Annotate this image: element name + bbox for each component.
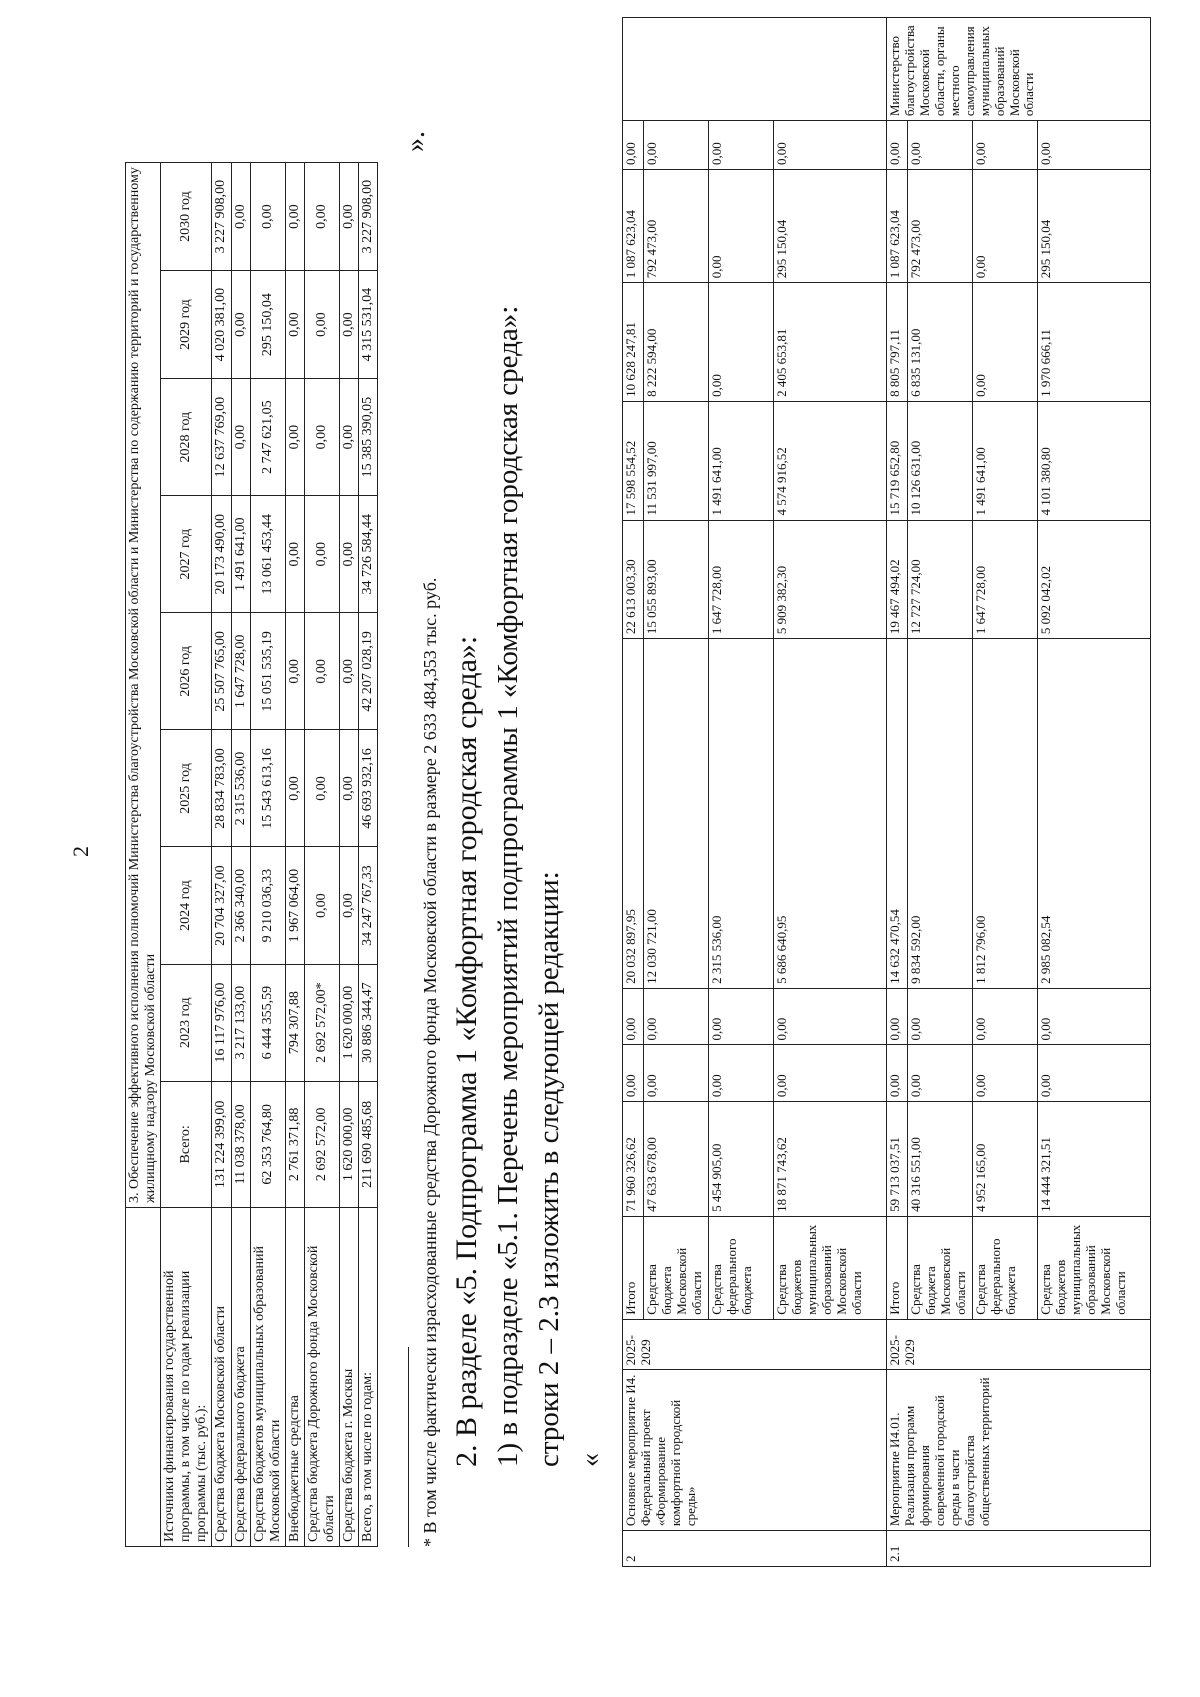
value-cell: 295 150,04 bbox=[1038, 170, 1151, 283]
value-cell: 295 150,04 bbox=[250, 271, 285, 379]
value-cell: 2 692 572,00* bbox=[304, 964, 339, 1081]
value-cell: 19 467 494,02 bbox=[887, 520, 908, 639]
value-cell: 0,00 bbox=[285, 379, 304, 496]
value-cell: 9 210 036,33 bbox=[250, 847, 285, 964]
funding-source: Средства федерального бюджета bbox=[973, 1216, 1038, 1319]
blank-cell bbox=[126, 1208, 161, 1547]
value-cell: 12 637 769,00 bbox=[212, 379, 231, 496]
value-cell: 14 444 321,51 bbox=[1038, 1102, 1151, 1217]
value-cell: 15 719 652,80 bbox=[887, 401, 908, 520]
closing-quote: ». bbox=[400, 131, 431, 152]
section-2-heading: 2. В разделе «5. Подпрограмма 1 «Комфортная городская среда»: bbox=[450, 635, 483, 1467]
value-cell: 0,00 bbox=[887, 1045, 908, 1102]
value-cell: 0,00 bbox=[304, 379, 339, 496]
value-cell: 0,00 bbox=[1038, 1045, 1151, 1102]
value-cell: 14 632 470,54 bbox=[887, 639, 908, 989]
value-cell: 0,00 bbox=[644, 988, 709, 1045]
value-cell: 34 726 584,44 bbox=[359, 496, 378, 613]
value-cell: 46 693 932,16 bbox=[359, 730, 378, 847]
value-cell: 0,00 bbox=[285, 496, 304, 613]
value-cell: 5 686 640,95 bbox=[774, 639, 887, 989]
value-cell: 0,00 bbox=[709, 283, 774, 402]
value-cell: 0,00 bbox=[231, 379, 250, 496]
value-cell: 0,00 bbox=[709, 170, 774, 283]
column-header: 2025 год bbox=[161, 730, 212, 847]
measures-rows bbox=[623, 18, 1151, 1567]
value-cell: 40 316 551,00 bbox=[908, 1102, 973, 1217]
table-row bbox=[359, 163, 378, 1547]
table-row bbox=[212, 163, 231, 1547]
column-header: 2027 год bbox=[161, 496, 212, 613]
value-cell: 0,00 bbox=[887, 988, 908, 1045]
value-cell: 0,00 bbox=[973, 988, 1038, 1045]
value-cell: 0,00 bbox=[774, 1045, 887, 1102]
value-cell: 0,00 bbox=[908, 121, 973, 170]
value-cell: 15 051 535,19 bbox=[250, 613, 285, 730]
value-cell: 22 613 003,30 bbox=[623, 520, 644, 639]
value-cell: 34 247 767,33 bbox=[359, 847, 378, 964]
column-header: 2023 год bbox=[161, 964, 212, 1081]
value-cell: 1 620 000,00 bbox=[340, 1081, 359, 1207]
value-cell: 0,00 bbox=[285, 730, 304, 847]
source-label: Средства бюджетов муниципальных образований Московской области bbox=[250, 1208, 285, 1547]
value-cell: 0,00 bbox=[644, 1045, 709, 1102]
table-row bbox=[161, 163, 212, 1547]
value-cell: 0,00 bbox=[709, 121, 774, 170]
value-cell: 792 473,00 bbox=[908, 170, 973, 283]
value-cell: 30 886 344,47 bbox=[359, 964, 378, 1081]
value-cell: 0,00 bbox=[908, 988, 973, 1045]
measure-name: Основное мероприятие И4. Федеральный проект «Формирование комфортной городской среды» bbox=[623, 1370, 887, 1531]
value-cell: 0,00 bbox=[340, 271, 359, 379]
value-cell: 8 805 797,11 bbox=[887, 283, 908, 402]
value-cell: 0,00 bbox=[340, 730, 359, 847]
table-row bbox=[340, 163, 359, 1547]
value-cell: 3 227 908,00 bbox=[212, 163, 231, 271]
instruction-text: строки 2 – 2.3 изложить в следующей редакции: bbox=[533, 871, 565, 1467]
measure-executor bbox=[623, 18, 887, 121]
value-cell: 4 101 380,80 bbox=[1038, 401, 1151, 520]
value-cell: 131 224 399,00 bbox=[212, 1081, 231, 1207]
value-cell: 2 315 536,00 bbox=[231, 730, 250, 847]
footnote: * В том числе фактически израсходованные средства Дорожного фонда Московской области в размере 2 633 484,353 тыс. руб. bbox=[420, 577, 440, 1547]
value-cell: 0,00 bbox=[304, 613, 339, 730]
value-cell: 0,00 bbox=[973, 1045, 1038, 1102]
value-cell: 5 909 382,30 bbox=[774, 520, 887, 639]
value-cell: 0,00 bbox=[887, 121, 908, 170]
value-cell: 0,00 bbox=[231, 163, 250, 271]
value-cell: 20 173 490,00 bbox=[212, 496, 231, 613]
table-row bbox=[623, 18, 644, 1567]
source-label: Средства федерального бюджета bbox=[231, 1208, 250, 1547]
value-cell: 2 692 572,00 bbox=[304, 1081, 339, 1207]
table-row bbox=[250, 163, 285, 1547]
value-cell: 0,00 bbox=[774, 988, 887, 1045]
source-header: Источники финансирования государственной программы, в том числе по годам реализации программы (тыс. руб.): bbox=[161, 1208, 212, 1547]
value-cell: 0,00 bbox=[340, 613, 359, 730]
value-cell: 15 385 390,05 bbox=[359, 379, 378, 496]
source-label: Средства бюджета г. Москвы bbox=[340, 1208, 359, 1547]
value-cell: 1 491 641,00 bbox=[973, 401, 1038, 520]
measures-table bbox=[622, 17, 1151, 1567]
value-cell: 1 647 728,00 bbox=[231, 613, 250, 730]
value-cell: 1 087 623,04 bbox=[623, 170, 644, 283]
value-cell: 1 647 728,00 bbox=[973, 520, 1038, 639]
value-cell: 0,00 bbox=[709, 1045, 774, 1102]
value-cell: 6 835 131,00 bbox=[908, 283, 973, 402]
measure-period: 2025-2029 bbox=[887, 1319, 1151, 1370]
value-cell: 2 366 340,00 bbox=[231, 847, 250, 964]
value-cell: 0,00 bbox=[285, 613, 304, 730]
value-cell: 2 747 621,05 bbox=[250, 379, 285, 496]
value-cell: 25 507 765,00 bbox=[212, 613, 231, 730]
value-cell: 5 454 905,00 bbox=[709, 1102, 774, 1217]
value-cell: 18 871 743,62 bbox=[774, 1102, 887, 1217]
source-label: Средства бюджета Московской области bbox=[212, 1208, 231, 1547]
value-cell: 0,00 bbox=[304, 496, 339, 613]
value-cell: 15 543 613,16 bbox=[250, 730, 285, 847]
value-cell: 8 222 594,00 bbox=[644, 283, 709, 402]
value-cell: 1 491 641,00 bbox=[709, 401, 774, 520]
value-cell: 62 353 764,80 bbox=[250, 1081, 285, 1207]
value-cell: 11 038 378,00 bbox=[231, 1081, 250, 1207]
value-cell: 2 405 653,81 bbox=[774, 283, 887, 402]
funding-source: Средства бюджета Московской области bbox=[644, 1216, 709, 1319]
value-cell: 1 970 666,11 bbox=[1038, 283, 1151, 402]
funding-source: Итого bbox=[623, 1216, 644, 1319]
funding-source: Средства бюджетов муниципальных образований Московской области bbox=[774, 1216, 887, 1319]
page-number: 2 bbox=[68, 846, 93, 857]
table-row bbox=[887, 18, 908, 1567]
value-cell: 0,00 bbox=[623, 988, 644, 1045]
value-cell: 295 150,04 bbox=[774, 170, 887, 283]
value-cell: 2 985 082,54 bbox=[1038, 639, 1151, 989]
value-cell: 1 087 623,04 bbox=[887, 170, 908, 283]
value-cell: 0,00 bbox=[973, 121, 1038, 170]
value-cell: 17 598 554,52 bbox=[623, 401, 644, 520]
value-cell: 47 633 678,00 bbox=[644, 1102, 709, 1217]
value-cell: 792 473,00 bbox=[644, 170, 709, 283]
value-cell: 28 834 783,00 bbox=[212, 730, 231, 847]
value-cell: 4 020 381,00 bbox=[212, 271, 231, 379]
value-cell: 1 491 641,00 bbox=[231, 496, 250, 613]
value-cell: 2 761 371,88 bbox=[285, 1081, 304, 1207]
value-cell: 0,00 bbox=[973, 170, 1038, 283]
funding-source: Итого bbox=[887, 1216, 908, 1319]
value-cell: 0,00 bbox=[304, 730, 339, 847]
funding-source: Средства федерального бюджета bbox=[709, 1216, 774, 1319]
subsection-heading: 1) в подразделе «5.1. Перечень мероприятий подпрограммы 1 «Комфортная городская среда»: bbox=[492, 305, 524, 1467]
footnote-divider bbox=[408, 1347, 409, 1547]
value-cell: 20 032 897,95 bbox=[623, 639, 644, 989]
column-header: 2029 год bbox=[161, 271, 212, 379]
value-cell: 4 315 531,04 bbox=[359, 271, 378, 379]
value-cell: 9 834 592,00 bbox=[908, 639, 973, 989]
value-cell: 0,00 bbox=[340, 379, 359, 496]
table-row bbox=[231, 163, 250, 1547]
source-label: Внебюджетные средства bbox=[285, 1208, 304, 1547]
value-cell: 0,00 bbox=[973, 283, 1038, 402]
column-header: 2026 год bbox=[161, 613, 212, 730]
value-cell: 71 960 326,62 bbox=[623, 1102, 644, 1217]
value-cell: 12 030 721,00 bbox=[644, 639, 709, 989]
source-label: Всего, в том числе по годам: bbox=[359, 1208, 378, 1547]
measure-period: 2025-2029 bbox=[623, 1319, 887, 1370]
value-cell: 0,00 bbox=[340, 496, 359, 613]
value-cell: 10 126 631,00 bbox=[908, 401, 973, 520]
funding-source: Средства бюджета Московской области bbox=[908, 1216, 973, 1319]
value-cell: 3 227 908,00 bbox=[359, 163, 378, 271]
value-cell: 20 704 327,00 bbox=[212, 847, 231, 964]
value-cell: 59 713 037,51 bbox=[887, 1102, 908, 1217]
column-header: 2030 год bbox=[161, 163, 212, 271]
measure-number: 2.1 bbox=[887, 1531, 1151, 1567]
column-header: 2028 год bbox=[161, 379, 212, 496]
value-cell: 0,00 bbox=[908, 1045, 973, 1102]
value-cell: 11 531 997,00 bbox=[644, 401, 709, 520]
funding-source: Средства бюджетов муниципальных образований Московской области bbox=[1038, 1216, 1151, 1319]
value-cell: 0,00 bbox=[285, 163, 304, 271]
measure-number: 2 bbox=[623, 1531, 887, 1567]
value-cell: 0,00 bbox=[774, 121, 887, 170]
value-cell: 794 307,88 bbox=[285, 964, 304, 1081]
value-cell: 0,00 bbox=[304, 847, 339, 964]
value-cell: 0,00 bbox=[623, 1045, 644, 1102]
value-cell: 15 055 893,00 bbox=[644, 520, 709, 639]
value-cell: 2 315 536,00 bbox=[709, 639, 774, 989]
value-cell: 0,00 bbox=[1038, 121, 1151, 170]
value-cell: 12 727 724,00 bbox=[908, 520, 973, 639]
value-cell: 13 061 453,44 bbox=[250, 496, 285, 613]
source-label: Средства бюджета Дорожного фонда Московской области bbox=[304, 1208, 339, 1547]
value-cell: 6 444 355,59 bbox=[250, 964, 285, 1081]
value-cell: 10 628 247,81 bbox=[623, 283, 644, 402]
value-cell: 42 207 028,19 bbox=[359, 613, 378, 730]
value-cell: 0,00 bbox=[623, 121, 644, 170]
value-cell: 0,00 bbox=[644, 121, 709, 170]
column-header: Всего: bbox=[161, 1081, 212, 1207]
value-cell: 211 690 485,68 bbox=[359, 1081, 378, 1207]
measure-name: Мероприятие И4.01. Реализация программ формирования современной городской среды в части благоустройства общественных территорий bbox=[887, 1370, 1151, 1531]
value-cell: 1 647 728,00 bbox=[709, 520, 774, 639]
value-cell: 0,00 bbox=[304, 163, 339, 271]
table-row bbox=[304, 163, 339, 1547]
value-cell: 1 967 064,00 bbox=[285, 847, 304, 964]
value-cell: 0,00 bbox=[304, 271, 339, 379]
value-cell: 0,00 bbox=[285, 271, 304, 379]
financing-table bbox=[125, 162, 378, 1547]
opening-quote: « bbox=[575, 1453, 606, 1467]
value-cell: 16 117 976,00 bbox=[212, 964, 231, 1081]
value-cell: 0,00 bbox=[231, 271, 250, 379]
value-cell: 4 574 916,52 bbox=[774, 401, 887, 520]
value-cell: 1 812 796,00 bbox=[973, 639, 1038, 989]
value-cell: 1 620 000,00 bbox=[340, 964, 359, 1081]
table-row bbox=[126, 163, 161, 1547]
financing-rows bbox=[212, 163, 378, 1547]
table-row bbox=[285, 163, 304, 1547]
value-cell: 0,00 bbox=[1038, 988, 1151, 1045]
value-cell: 3 217 133,00 bbox=[231, 964, 250, 1081]
measure-executor: Министерство благоустройства Московской области, органы местного самоуправления муниципальных образований Московской области bbox=[887, 18, 1151, 121]
value-cell: 0,00 bbox=[250, 163, 285, 271]
value-cell: 5 092 042,02 bbox=[1038, 520, 1151, 639]
value-cell: 0,00 bbox=[709, 988, 774, 1045]
value-cell: 0,00 bbox=[340, 847, 359, 964]
value-cell: 4 952 165,00 bbox=[973, 1102, 1038, 1217]
section-heading: 3. Обеспечение эффективного исполнения полномочий Министерства благоустройства Московской области и Министерства по содержанию территорий и государственному жилищному надзору Московской области bbox=[126, 163, 161, 1208]
value-cell: 0,00 bbox=[340, 163, 359, 271]
column-header: 2024 год bbox=[161, 847, 212, 964]
